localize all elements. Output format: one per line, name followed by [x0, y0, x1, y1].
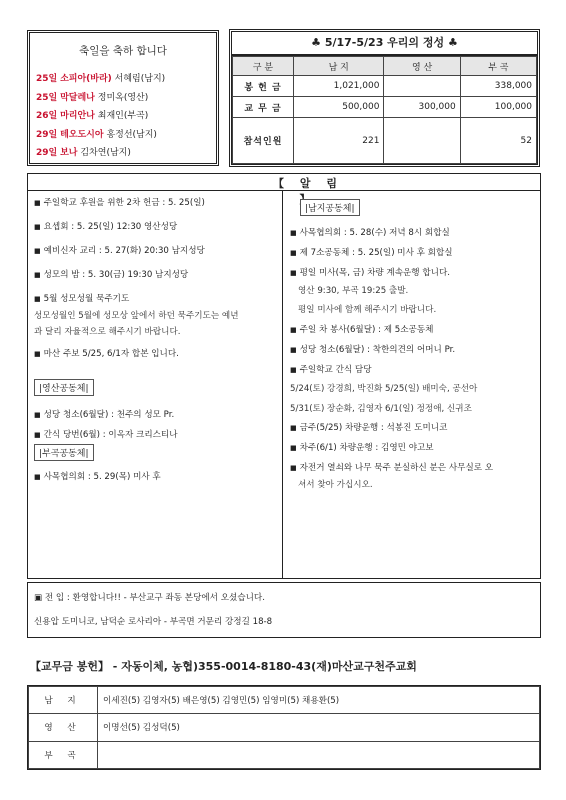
bullet-icon: ■ [290, 366, 297, 374]
bullet-icon: ■ [290, 464, 297, 472]
offering-grid [232, 56, 537, 164]
bullet-icon: ■ [34, 199, 41, 207]
rosary-note: 성모성월인 5월에 성모상 앞에서 하던 묵주기도는 예년 [34, 311, 239, 321]
feast-box [27, 30, 219, 166]
feast-title: 축일을 축하 합니다 [79, 45, 167, 57]
welcome-box [27, 582, 541, 638]
bullet-icon: ■ [290, 424, 297, 432]
list-item: ■ 성당 청소(6월달) : 천주의 성모 Pr. [34, 410, 175, 420]
list-item: ■ 차주(6/1) 차량운행 : 김영민 야고보 [290, 443, 434, 453]
snack-schedule: 5/24(토) 강경희, 박진화 5/25(일) 배미숙, 공선아 [290, 384, 478, 394]
account-text: - 자동이체, 농협)355-0014-8180-43(재)마산교구천주교회 [108, 660, 417, 673]
account-label: 【교무금 봉헌】 [30, 660, 109, 673]
table-row [29, 741, 540, 768]
list-item: ■ 간식 당번(6월) : 이옥자 크리스티나 [34, 430, 178, 440]
feast-row: 29일 보나 김차연(남지) [36, 148, 131, 158]
list-item: ■ 요셉회 : 5. 25(일) 12:30 영산성당 [34, 222, 178, 232]
cell: 이명선(5) 김성덕(5) [98, 714, 540, 741]
list-item: ■ 금주(5/25) 차량운행 : 석봉진 도미니코 [290, 423, 448, 433]
bullet-icon: ■ [290, 269, 297, 277]
bullet-icon: ■ [34, 295, 41, 303]
bus-note: 영산 9:30, 부곡 19:25 출발. [298, 286, 409, 296]
table-row [233, 76, 537, 97]
row-label: 영 산 [29, 714, 98, 741]
list-item: ■ 마산 주보 5/25, 6/1자 합본 입니다. [34, 349, 179, 359]
announcements-title: 【 알 림 [273, 177, 343, 190]
feast-row: 29일 테오도시아 홍정선(남지) [36, 129, 157, 140]
list-item: ■ 제 7소공동체 : 5. 25(일) 미사 후 회합실 [290, 248, 453, 258]
snack-schedule: 5/31(토) 장순화, 김영자 6/1(일) 정정애, 신귀조 [290, 404, 472, 414]
list-item: ■ 주일학교 후원을 위한 2차 헌금 : 5. 25(일) [34, 198, 205, 208]
cell: 이세진(5) 김영자(5) 배은영(5) 김영민(5) 임영미(5) 채용환(5) [98, 687, 540, 714]
donor-table [27, 685, 541, 770]
bullet-icon: ■ [290, 444, 297, 452]
column-divider [282, 190, 283, 578]
column-header: 영 산 [384, 57, 460, 76]
announcements-header [28, 174, 540, 191]
list-item: ■ 평일 미사(목, 금) 차량 계속운행 합니다. [290, 268, 450, 278]
list-item: ■ 주일학교 간식 담당 [290, 365, 372, 375]
list-item: ■ 예비신자 교리 : 5. 27(화) 20:30 남지성당 [34, 246, 205, 256]
table-row [233, 118, 537, 164]
welcome-line: ▣ 전 입 : 환영합니다!! - 부산교구 좌동 본당에서 오셨습니다. [34, 593, 265, 603]
cell: 100,000 [460, 97, 536, 118]
account-info [30, 658, 417, 674]
list-item: ■ 주일 차 봉사(6월달) : 제 5소공동체 [290, 325, 434, 335]
row-label: 교 무 금 [233, 97, 294, 118]
bullet-icon: ■ [34, 411, 41, 419]
rosary-note: 과 달리 자율적으로 해주시기 바랍니다. [34, 327, 181, 337]
offering-table [229, 29, 540, 167]
bullet-icon: ■ [34, 473, 41, 481]
table-row [233, 97, 537, 118]
table-row [29, 714, 540, 741]
list-item: ■ 자전거 열쇠와 나무 묵주 분실하신 분은 사무실로 오 [290, 463, 494, 473]
feast-row: 25일 소피아(바라) 서혜림(남지) [36, 74, 166, 84]
bullet-icon: ■ [34, 431, 41, 439]
column-header: 남 지 [294, 57, 384, 76]
list-item: ■ 사목협의회 : 5. 29(목) 미사 후 [34, 472, 161, 482]
cell: 500,000 [294, 97, 384, 118]
column-header: 구 분 [233, 57, 294, 76]
cell [384, 76, 460, 97]
table-row [29, 687, 540, 714]
offering-header-row [233, 57, 537, 76]
list-item: ■ 사목협의회 : 5. 28(수) 저녁 8시 회합실 [290, 228, 450, 238]
row-label: 남 지 [29, 687, 98, 714]
cell: 300,000 [384, 97, 460, 118]
announcements-box [27, 173, 541, 579]
bullet-icon: ■ [34, 271, 41, 279]
bullet-icon: ■ [290, 326, 297, 334]
offering-title: ♣ 5/17-5/23 우리의 정성 ♣ [232, 32, 537, 56]
list-item: ■ 성모의 밤 : 5. 30(금) 19:30 남지성당 [34, 270, 189, 280]
row-label: 부 곡 [29, 741, 98, 768]
section-namji: |남지공동체| [300, 199, 360, 216]
feast-row: 25일 막달레나 정미옥(영산) [36, 92, 149, 103]
cell: 52 [460, 118, 536, 164]
section-bugok: |부곡공동체| [34, 444, 94, 461]
bullet-icon: ■ [34, 247, 41, 255]
cell [384, 118, 460, 164]
cell: 338,000 [460, 76, 536, 97]
cell [98, 741, 540, 768]
cell: 1,021,000 [294, 76, 384, 97]
donor-grid [28, 686, 540, 769]
bullet-icon: ■ [290, 229, 297, 237]
list-item: ■ 성당 청소(6월달) : 착한의견의 어머니 Pr. [290, 345, 456, 355]
welcome-names: 신용압 도미니코, 남덕순 로사리아 - 부곡면 거문리 강정길 18-8 [34, 617, 273, 627]
feast-row: 26일 마리안나 최재인(부곡) [36, 111, 149, 121]
cell: 221 [294, 118, 384, 164]
row-label: 참석인원 [233, 118, 294, 164]
list-item: ■ 5월 성모성월 묵주기도 [34, 294, 130, 304]
section-yeongsan: |영산공동체| [34, 379, 94, 396]
bullet-icon: ■ [290, 249, 297, 257]
column-header: 부 곡 [460, 57, 536, 76]
row-label: 봉 헌 금 [233, 76, 294, 97]
lost-note: 셔서 찾아 가십시오. [298, 480, 373, 490]
bullet-icon: ■ [290, 346, 297, 354]
bus-note: 평일 미사에 함께 해주시기 바랍니다. [298, 305, 437, 315]
bullet-icon: ■ [34, 350, 41, 358]
bullet-icon: ■ [34, 223, 41, 231]
